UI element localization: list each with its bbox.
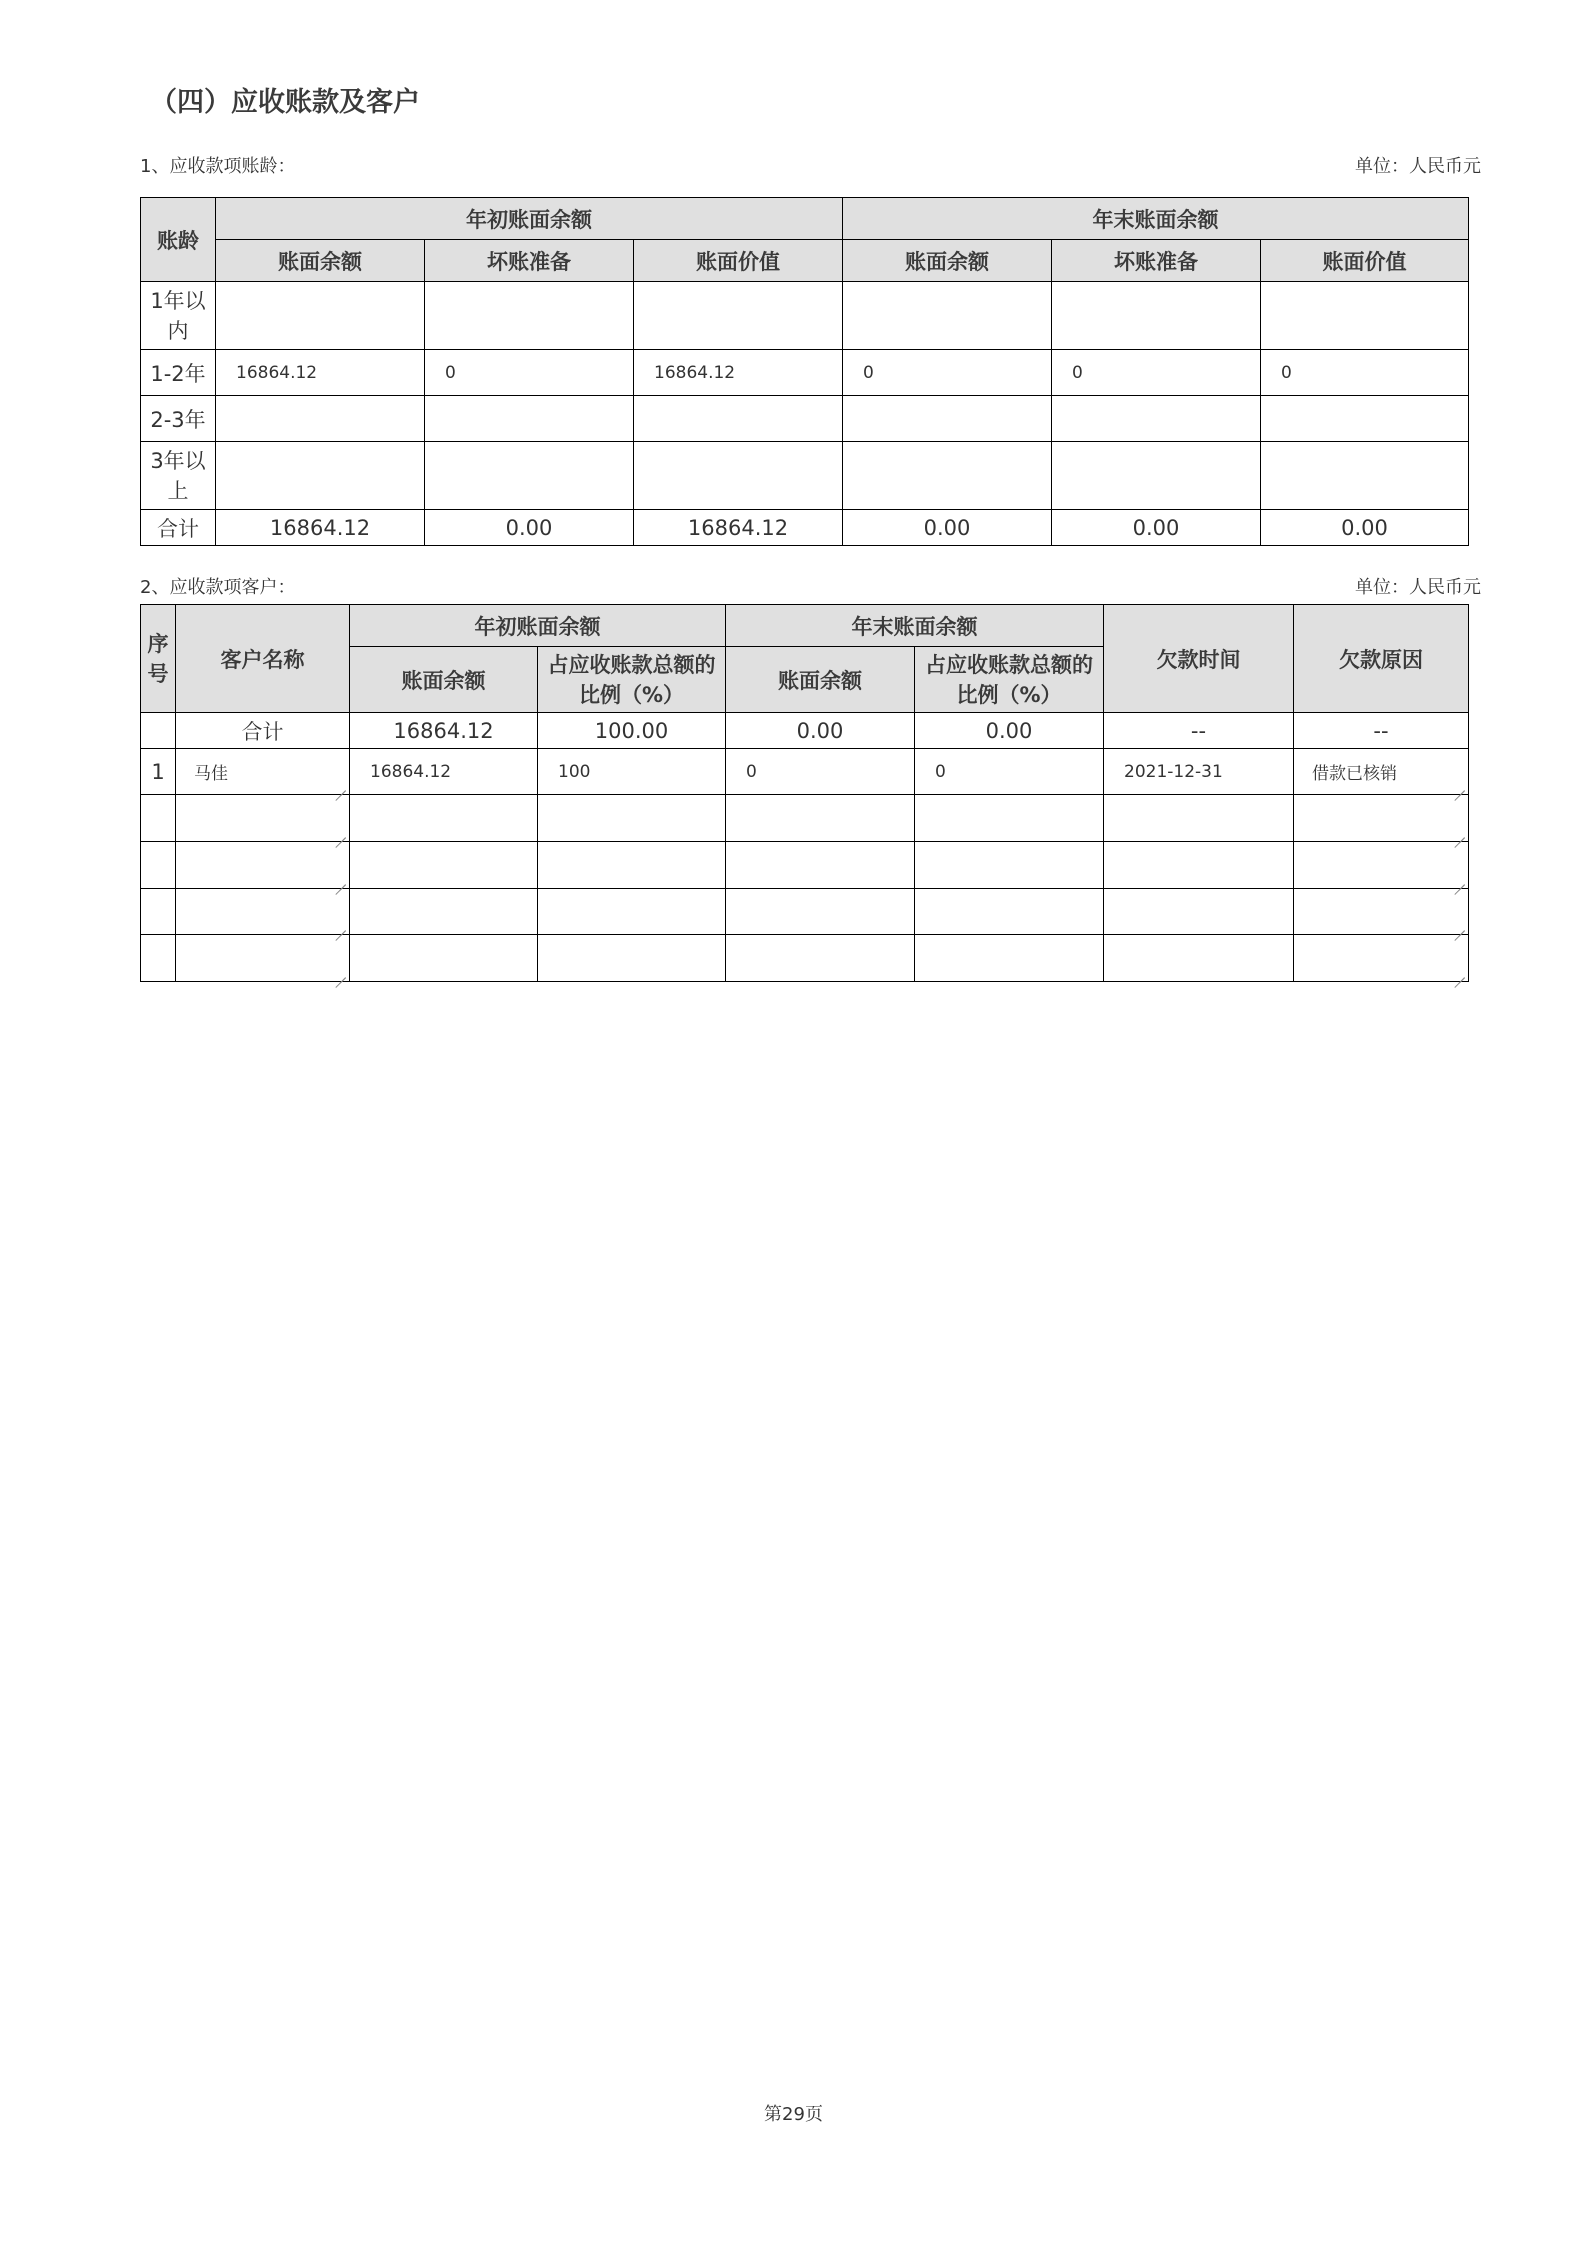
customer-end-balance[interactable] bbox=[726, 842, 915, 889]
customer-end-ratio[interactable]: 0 bbox=[915, 749, 1104, 795]
resize-grip-icon[interactable] bbox=[1454, 780, 1465, 791]
aging-total-cell: 0.00 bbox=[425, 510, 634, 546]
customers-unit: 单位：人民币元 bbox=[1355, 577, 1481, 598]
customers-total-seq bbox=[141, 713, 176, 749]
total-row bbox=[141, 713, 1469, 749]
customers-header-reason: 欠款原因 bbox=[1294, 605, 1469, 713]
customers-total-cell: -- bbox=[1104, 713, 1294, 749]
customer-time[interactable]: 2021-12-31 bbox=[1104, 749, 1294, 795]
customers-header-seq: 序号 bbox=[141, 605, 176, 713]
customer-time[interactable] bbox=[1104, 795, 1294, 842]
customer-begin-balance[interactable] bbox=[350, 889, 538, 935]
customers-total-cell: 100.00 bbox=[538, 713, 726, 749]
aging-cell[interactable] bbox=[843, 282, 1052, 350]
aging-cell[interactable] bbox=[1052, 442, 1261, 510]
customer-seq bbox=[141, 795, 176, 842]
aging-cell[interactable] bbox=[634, 442, 843, 510]
customer-end-balance[interactable] bbox=[726, 935, 915, 982]
customer-name: 马佳 bbox=[194, 764, 228, 784]
aging-caption: 1、应收款项账龄： bbox=[140, 156, 296, 177]
aging-cell[interactable] bbox=[843, 396, 1052, 442]
customer-begin-ratio[interactable] bbox=[538, 935, 726, 982]
page-number: 第29页 bbox=[764, 2104, 823, 2125]
table-row bbox=[141, 396, 1469, 442]
resize-grip-icon[interactable] bbox=[1454, 920, 1465, 931]
customer-reason-field[interactable] bbox=[1294, 749, 1469, 795]
customer-begin-balance[interactable] bbox=[350, 795, 538, 842]
aging-total-cell: 0.00 bbox=[1261, 510, 1469, 546]
aging-header-begin: 年初账面余额 bbox=[216, 198, 843, 240]
customers-caption: 2、应收款项客户： bbox=[140, 577, 296, 598]
aging-label: 1年以内 bbox=[141, 282, 216, 350]
customer-reason-field[interactable] bbox=[1294, 889, 1469, 935]
aging-label: 3年以上 bbox=[141, 442, 216, 510]
customers-total-cell: 0.00 bbox=[915, 713, 1104, 749]
resize-grip-icon[interactable] bbox=[1454, 827, 1465, 838]
aging-cell[interactable] bbox=[1261, 442, 1469, 510]
customer-reason-field[interactable] bbox=[1294, 795, 1469, 842]
customer-begin-ratio[interactable]: 100 bbox=[538, 749, 726, 795]
customer-reason-field[interactable] bbox=[1294, 935, 1469, 982]
customer-seq bbox=[141, 935, 176, 982]
aging-cell[interactable]: 0 bbox=[1261, 350, 1469, 396]
customers-header-time: 欠款时间 bbox=[1104, 605, 1294, 713]
customer-reason-field[interactable] bbox=[1294, 842, 1469, 889]
aging-cell[interactable]: 0 bbox=[1052, 350, 1261, 396]
customer-time[interactable] bbox=[1104, 889, 1294, 935]
aging-cell[interactable] bbox=[216, 442, 425, 510]
table-row bbox=[141, 889, 1469, 935]
customer-seq bbox=[141, 889, 176, 935]
customers-total-cell: -- bbox=[1294, 713, 1469, 749]
customer-name-field[interactable] bbox=[176, 935, 350, 982]
aging-subheader: 坏账准备 bbox=[1052, 240, 1261, 282]
customer-name-field[interactable] bbox=[176, 889, 350, 935]
aging-subheader: 账面余额 bbox=[843, 240, 1052, 282]
aging-cell[interactable] bbox=[1261, 282, 1469, 350]
resize-grip-icon[interactable] bbox=[335, 920, 346, 931]
resize-grip-icon[interactable] bbox=[1454, 874, 1465, 885]
customers-total-cell: 16864.12 bbox=[350, 713, 538, 749]
customer-end-balance[interactable]: 0 bbox=[726, 749, 915, 795]
aging-total-cell: 16864.12 bbox=[216, 510, 425, 546]
table-row bbox=[141, 282, 1469, 350]
resize-grip-icon[interactable] bbox=[335, 967, 346, 978]
total-row bbox=[141, 510, 1469, 546]
customer-time[interactable] bbox=[1104, 842, 1294, 889]
table-row bbox=[141, 442, 1469, 510]
customers-subheader-balance: 账面余额 bbox=[350, 647, 538, 713]
aging-cell[interactable] bbox=[1052, 282, 1261, 350]
customer-name-field[interactable] bbox=[176, 842, 350, 889]
aging-table bbox=[140, 197, 1469, 546]
customers-total-label: 合计 bbox=[176, 713, 350, 749]
aging-total-cell: 0.00 bbox=[843, 510, 1052, 546]
aging-header-end: 年末账面余额 bbox=[843, 198, 1469, 240]
resize-grip-icon[interactable] bbox=[335, 874, 346, 885]
aging-label: 1-2年 bbox=[141, 350, 216, 396]
customer-end-balance[interactable] bbox=[726, 889, 915, 935]
customer-end-ratio[interactable] bbox=[915, 935, 1104, 982]
table-row bbox=[141, 350, 1469, 396]
aging-total-cell: 16864.12 bbox=[634, 510, 843, 546]
aging-cell[interactable] bbox=[1052, 396, 1261, 442]
aging-cell[interactable] bbox=[425, 282, 634, 350]
resize-grip-icon[interactable] bbox=[1454, 967, 1465, 978]
resize-grip-icon[interactable] bbox=[335, 780, 346, 791]
aging-cell[interactable] bbox=[425, 442, 634, 510]
aging-cell[interactable] bbox=[216, 396, 425, 442]
customers-subheader-ratio: 占应收账款总额的比例（%） bbox=[915, 647, 1104, 713]
customers-subheader-ratio: 占应收账款总额的比例（%） bbox=[538, 647, 726, 713]
aging-header-age: 账龄 bbox=[141, 198, 216, 282]
aging-subheader: 账面价值 bbox=[1261, 240, 1469, 282]
customer-begin-ratio[interactable] bbox=[538, 889, 726, 935]
customer-end-ratio[interactable] bbox=[915, 889, 1104, 935]
customers-header-name: 客户名称 bbox=[176, 605, 350, 713]
aging-cell[interactable] bbox=[1261, 396, 1469, 442]
aging-total-cell: 0.00 bbox=[1052, 510, 1261, 546]
aging-subheader: 坏账准备 bbox=[425, 240, 634, 282]
customer-begin-balance[interactable] bbox=[350, 842, 538, 889]
table-row bbox=[141, 842, 1469, 889]
customer-begin-balance[interactable] bbox=[350, 935, 538, 982]
page-title: （四）应收账款及客户 bbox=[150, 87, 420, 118]
aging-cell[interactable]: 16864.12 bbox=[216, 350, 425, 396]
aging-label: 2-3年 bbox=[141, 396, 216, 442]
customer-begin-ratio[interactable] bbox=[538, 842, 726, 889]
customers-subheader-balance: 账面余额 bbox=[726, 647, 915, 713]
customer-name-field[interactable] bbox=[176, 795, 350, 842]
aging-cell[interactable]: 16864.12 bbox=[634, 350, 843, 396]
customer-end-balance[interactable] bbox=[726, 795, 915, 842]
customers-header-end: 年末账面余额 bbox=[726, 605, 1104, 647]
aging-total-label: 合计 bbox=[141, 510, 216, 546]
aging-unit: 单位：人民币元 bbox=[1355, 156, 1481, 177]
table-row bbox=[141, 795, 1469, 842]
table-row bbox=[141, 749, 1469, 795]
customer-reason: 借款已核销 bbox=[1312, 764, 1397, 784]
customer-seq: 1 bbox=[141, 749, 176, 795]
aging-cell[interactable] bbox=[425, 396, 634, 442]
aging-cell[interactable] bbox=[216, 282, 425, 350]
customer-end-ratio[interactable] bbox=[915, 842, 1104, 889]
resize-grip-icon[interactable] bbox=[335, 827, 346, 838]
aging-cell[interactable]: 0 bbox=[843, 350, 1052, 396]
aging-cell[interactable]: 0 bbox=[425, 350, 634, 396]
aging-cell[interactable] bbox=[634, 396, 843, 442]
table-row bbox=[141, 935, 1469, 982]
customer-name-field[interactable] bbox=[176, 749, 350, 795]
customer-begin-ratio[interactable] bbox=[538, 795, 726, 842]
customer-seq bbox=[141, 842, 176, 889]
aging-subheader: 账面余额 bbox=[216, 240, 425, 282]
customers-total-cell: 0.00 bbox=[726, 713, 915, 749]
customer-begin-balance[interactable]: 16864.12 bbox=[350, 749, 538, 795]
aging-cell[interactable] bbox=[634, 282, 843, 350]
customers-header-begin: 年初账面余额 bbox=[350, 605, 726, 647]
aging-cell[interactable] bbox=[843, 442, 1052, 510]
aging-subheader: 账面价值 bbox=[634, 240, 843, 282]
customers-table bbox=[140, 604, 1469, 982]
customer-end-ratio[interactable] bbox=[915, 795, 1104, 842]
customer-time[interactable] bbox=[1104, 935, 1294, 982]
